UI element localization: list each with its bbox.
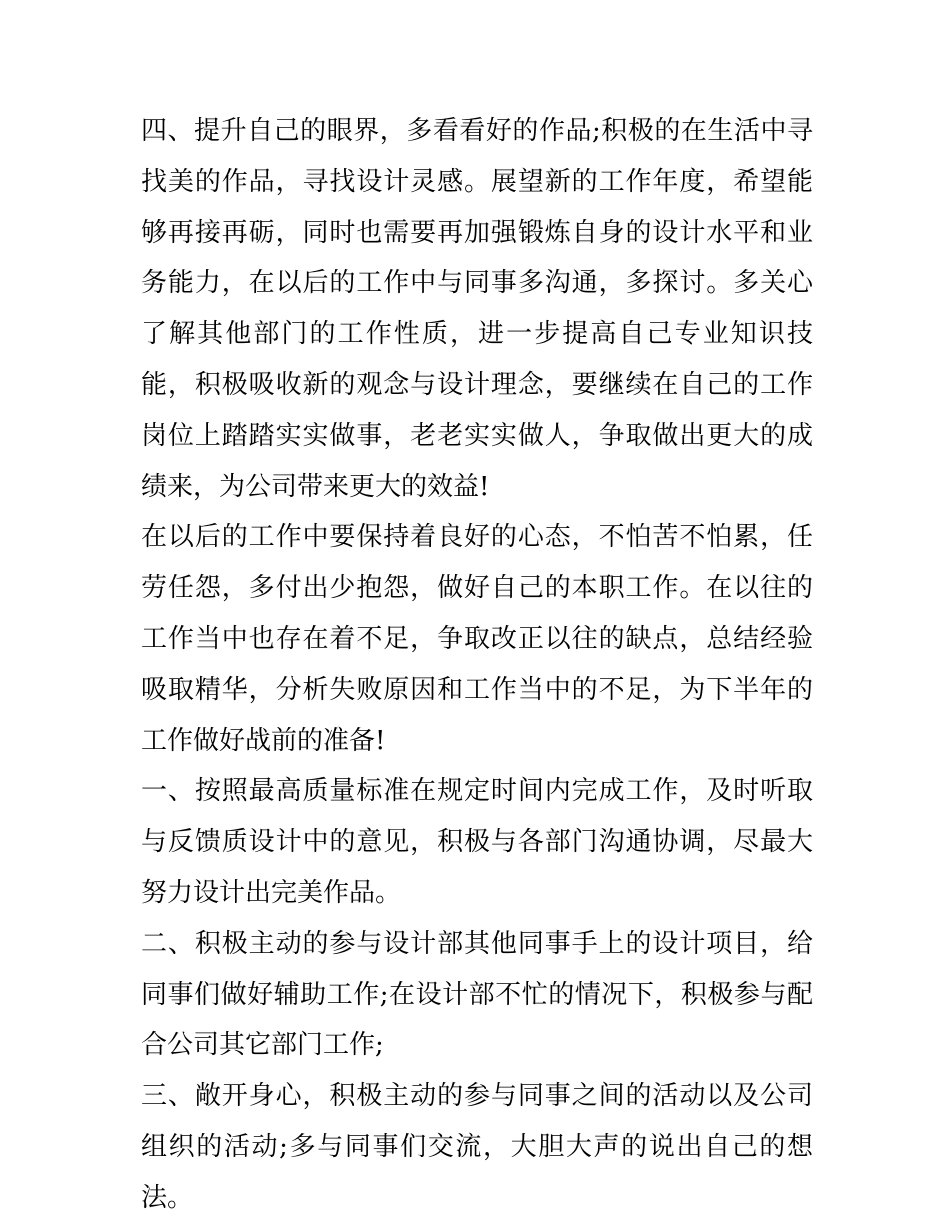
document-body	[141, 106, 813, 1224]
paragraph-good-attitude: 在以后的工作中要保持着良好的心态，不怕苦不怕累，任劳任怨，多付出少抱怨，做好自己的本职工作。在以往的工作当中也存在着不足，争取改正以往的缺点，总结经验吸取精华，分析失败原因和工作当中的不足，为下半年的工作做好战前的准备!	[141, 522, 813, 756]
paragraph-item-one: 一、按照最高质量标准在规定时间内完成工作，及时听取与反馈质设计中的意见，积极与各部门沟通协调，尽最大努力设计出完美作品。	[141, 776, 813, 908]
paragraph-item-three: 三、敞开身心，积极主动的参与同事之间的活动以及公司组织的活动;多与同事们交流，大胆大声的说出自己的想法。	[141, 1081, 813, 1213]
paragraph-improve-vision: 四、提升自己的眼界，多看看好的作品;积极的在生活中寻找美的作品，寻找设计灵感。展望新的工作年度，希望能够再接再砺，同时也需要再加强锻炼自身的设计水平和业务能力，在以后的工作中与同事多沟通，多探讨。多关心了解其他部门的工作性质，进一步提高自己专业知识技能，积极吸收新的观念与设计理念，要继续在自己的工作岗位上踏踏实实做事，老老实实做人，争取做出更大的成绩来，为公司带来更大的效益!	[141, 116, 813, 502]
paragraph-item-two: 二、积极主动的参与设计部其他同事手上的设计项目，给同事们做好辅助工作;在设计部不忙的情况下，积极参与配合公司其它部门工作;	[141, 928, 813, 1061]
